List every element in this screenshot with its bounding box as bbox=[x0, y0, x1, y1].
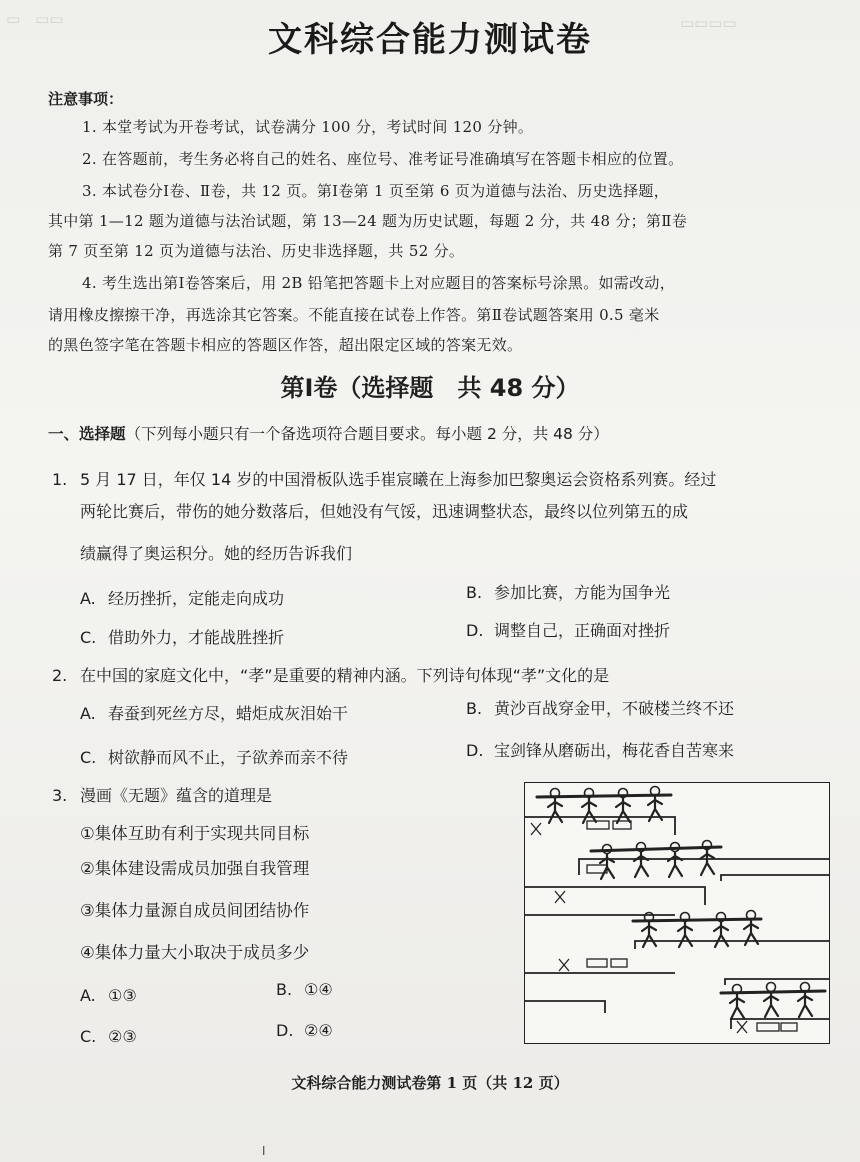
notice-line: 其中第 1—12 题为道德与法治试题，第 13—24 题为历史试题，每题 2 分，共 48 分；第Ⅱ卷 bbox=[48, 212, 688, 230]
question-1-option-b: B. 参加比赛，方能为国争光 bbox=[466, 583, 671, 602]
question-2-option-b: B. 黄沙百战穿金甲，不破楼兰终不还 bbox=[466, 699, 735, 718]
question-1-line: 两轮比赛后，带伤的她分数落后，但她没有气馁，迅速调整状态，最终以位列第五的成 bbox=[80, 502, 689, 521]
notice-line: 1. 本堂考试为开卷考试，试卷满分 100 分，考试时间 120 分钟。 bbox=[82, 118, 534, 136]
question-3-statement: ②集体建设需成员加强自我管理 bbox=[80, 859, 310, 878]
notice-line: 的黑色签字笔在答题卡相应的答题区作答，超出限定区域的答案无效。 bbox=[48, 336, 523, 354]
question-1-option-c: C. 借助外力，才能战胜挫折 bbox=[80, 628, 285, 647]
ink-speck: ǀ bbox=[262, 1144, 266, 1158]
question-3-option-b: B. ①④ bbox=[276, 980, 333, 999]
notice-line: 2. 在答题前，考生务必将自己的姓名、座位号、准考证号准确填写在答题卡相应的位置。 bbox=[82, 150, 684, 168]
part-label: 一、选择题 bbox=[48, 425, 126, 443]
question-number: 1. bbox=[52, 470, 68, 489]
part-heading bbox=[48, 422, 609, 444]
question-3-option-d: D. ②④ bbox=[276, 1021, 333, 1040]
cartoon-drawing bbox=[525, 783, 829, 1043]
question-number: 2. bbox=[52, 666, 68, 685]
question-2-line: 2. 在中国的家庭文化中，“孝”是重要的精神内涵。下列诗句体现“孝”文化的是 bbox=[52, 660, 609, 691]
question-3-statement: ①集体互助有利于实现共同目标 bbox=[80, 824, 310, 843]
question-3-statement: ③集体力量源自成员间团结协作 bbox=[80, 901, 310, 920]
question-2-option-d: D. 宝剑锋从磨砺出，梅花香自苦寒来 bbox=[466, 741, 735, 760]
question-2-option-c: C. 树欲静而风不止，子欲养而亲不待 bbox=[80, 748, 349, 767]
section-title: 第Ⅰ卷（选择题 共 48 分） bbox=[280, 374, 580, 402]
question-1-line: 绩赢得了奥运积分。她的经历告诉我们 bbox=[80, 544, 353, 563]
exam-title: 文科综合能力测试卷 bbox=[268, 20, 592, 60]
cartoon-illustration bbox=[524, 782, 830, 1044]
question-2-option-a: A. 春蚕到死丝方尽，蜡炬成灰泪始干 bbox=[80, 704, 349, 723]
part-instruction: （下列每小题只有一个备选项符合题目要求。每小题 2 分，共 48 分） bbox=[125, 425, 609, 443]
notice-line: 3. 本试卷分Ⅰ卷、Ⅱ卷，共 12 页。第Ⅰ卷第 1 页至第 6 页为道德与法治、历史选择题， bbox=[82, 182, 670, 200]
bleed-through: ▭▭▭▭ bbox=[680, 14, 737, 32]
bleed-through: ▭ ▭▭ bbox=[6, 10, 64, 28]
page-footer: 文科综合能力测试卷第 1 页（共 12 页） bbox=[291, 1074, 569, 1092]
notice-line: 4. 考生选出第Ⅰ卷答案后，用 2B 铅笔把答题卡上对应题目的答案标号涂黑。如需改动， bbox=[82, 274, 676, 292]
question-3-statement: ④集体力量大小取决于成员多少 bbox=[80, 943, 310, 962]
question-1-option-d: D. 调整自己，正确面对挫折 bbox=[466, 621, 671, 640]
notice-heading: 注意事项： bbox=[48, 90, 124, 108]
question-3-option-a: A. ①③ bbox=[80, 986, 137, 1005]
question-1-option-a: A. 经历挫折，定能走向成功 bbox=[80, 589, 285, 608]
question-3-option-c: C. ②③ bbox=[80, 1027, 137, 1046]
question-number: 3. bbox=[52, 786, 68, 805]
question-3-line: 3. 漫画《无题》蕴含的道理是 bbox=[52, 780, 272, 811]
notice-line: 请用橡皮擦擦干净，再选涂其它答案。不能直接在试卷上作答。第Ⅱ卷试题答案用 0.5 毫米 bbox=[48, 306, 660, 324]
question-1-line: 1. 5 月 17 日，年仅 14 岁的中国滑板队选手崔宸曦在上海参加巴黎奥运会资格系列赛。经过 bbox=[52, 464, 716, 495]
notice-line: 第 7 页至第 12 页为道德与法治、历史非选择题，共 52 分。 bbox=[48, 242, 465, 260]
